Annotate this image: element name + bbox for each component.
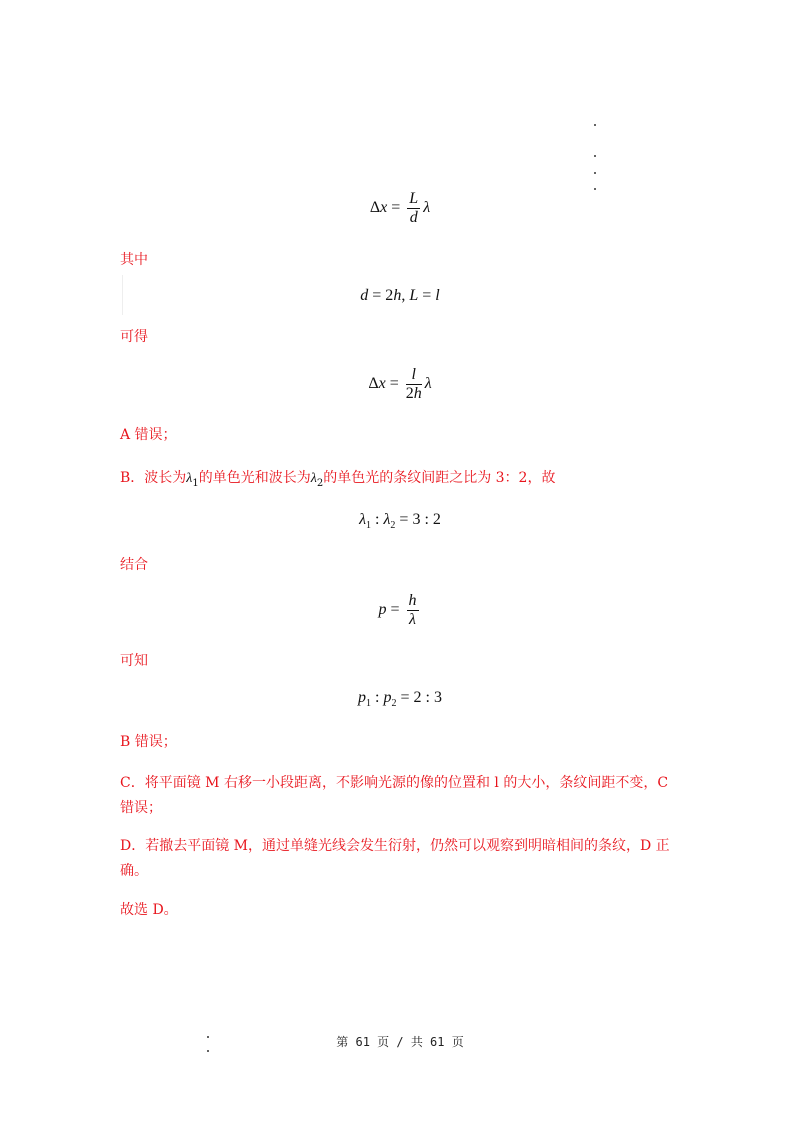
text-kede: 可得 [120, 329, 148, 345]
text-option-c: C．将平面镜 M 右移一小段距离，不影响光源的像的位置和 l 的大小，条纹间距不变，C 错误； [120, 775, 669, 816]
equation-p-equals-h-over-lambda: p = $\frac{h}{\lambda}$ [378, 592, 417, 628]
text-option-b: B．波长为$\lambda_1$的单色光和波长为$\lambda_2$的单色光的条纹间距之比为 3：2，故 [120, 470, 556, 489]
text-b-mid: 的单色光和波长为 [198, 470, 311, 486]
equation-delta-x-l-over-2h: Δx = $\frac{l}{2h}$ λ [368, 366, 432, 402]
equation-p-ratio: $p_1$ : $p_2 = 2$ : 3 [358, 689, 442, 710]
text-jiehe: 结合 [120, 557, 148, 573]
text-a-wrong: A 错误； [120, 427, 177, 443]
margin-dot [594, 124, 596, 126]
text-b-suffix: 的单色光的条纹间距之比为 3：2，故 [323, 470, 556, 486]
text-b-wrong: B 错误； [120, 734, 177, 750]
text-qizhong: 其中 [120, 252, 148, 268]
equation-lambda-ratio: $\lambda_1$ : $\lambda_2 = 3$ : 2 [359, 511, 441, 532]
page-footer: 第 61 页 / 共 61 页 [336, 1035, 464, 1049]
margin-dot [594, 172, 596, 174]
margin-dot [207, 1050, 209, 1052]
text-kezhi: 可知 [120, 653, 148, 669]
equation-delta-x-L-over-d: Δx = $\frac{L}{d}$ λ [369, 190, 431, 226]
text-b-prefix: B．波长为 [120, 470, 187, 486]
text-option-d: D．若撤去平面镜 M，通过单缝光线会发生衍射，仍然可以观察到明暗相间的条纹，D 正确。 [120, 838, 670, 879]
margin-dot [594, 155, 596, 157]
equation-d-equals-2h: d = 2h, L = l [360, 287, 440, 304]
text-answer: 故选 D。 [120, 902, 178, 918]
